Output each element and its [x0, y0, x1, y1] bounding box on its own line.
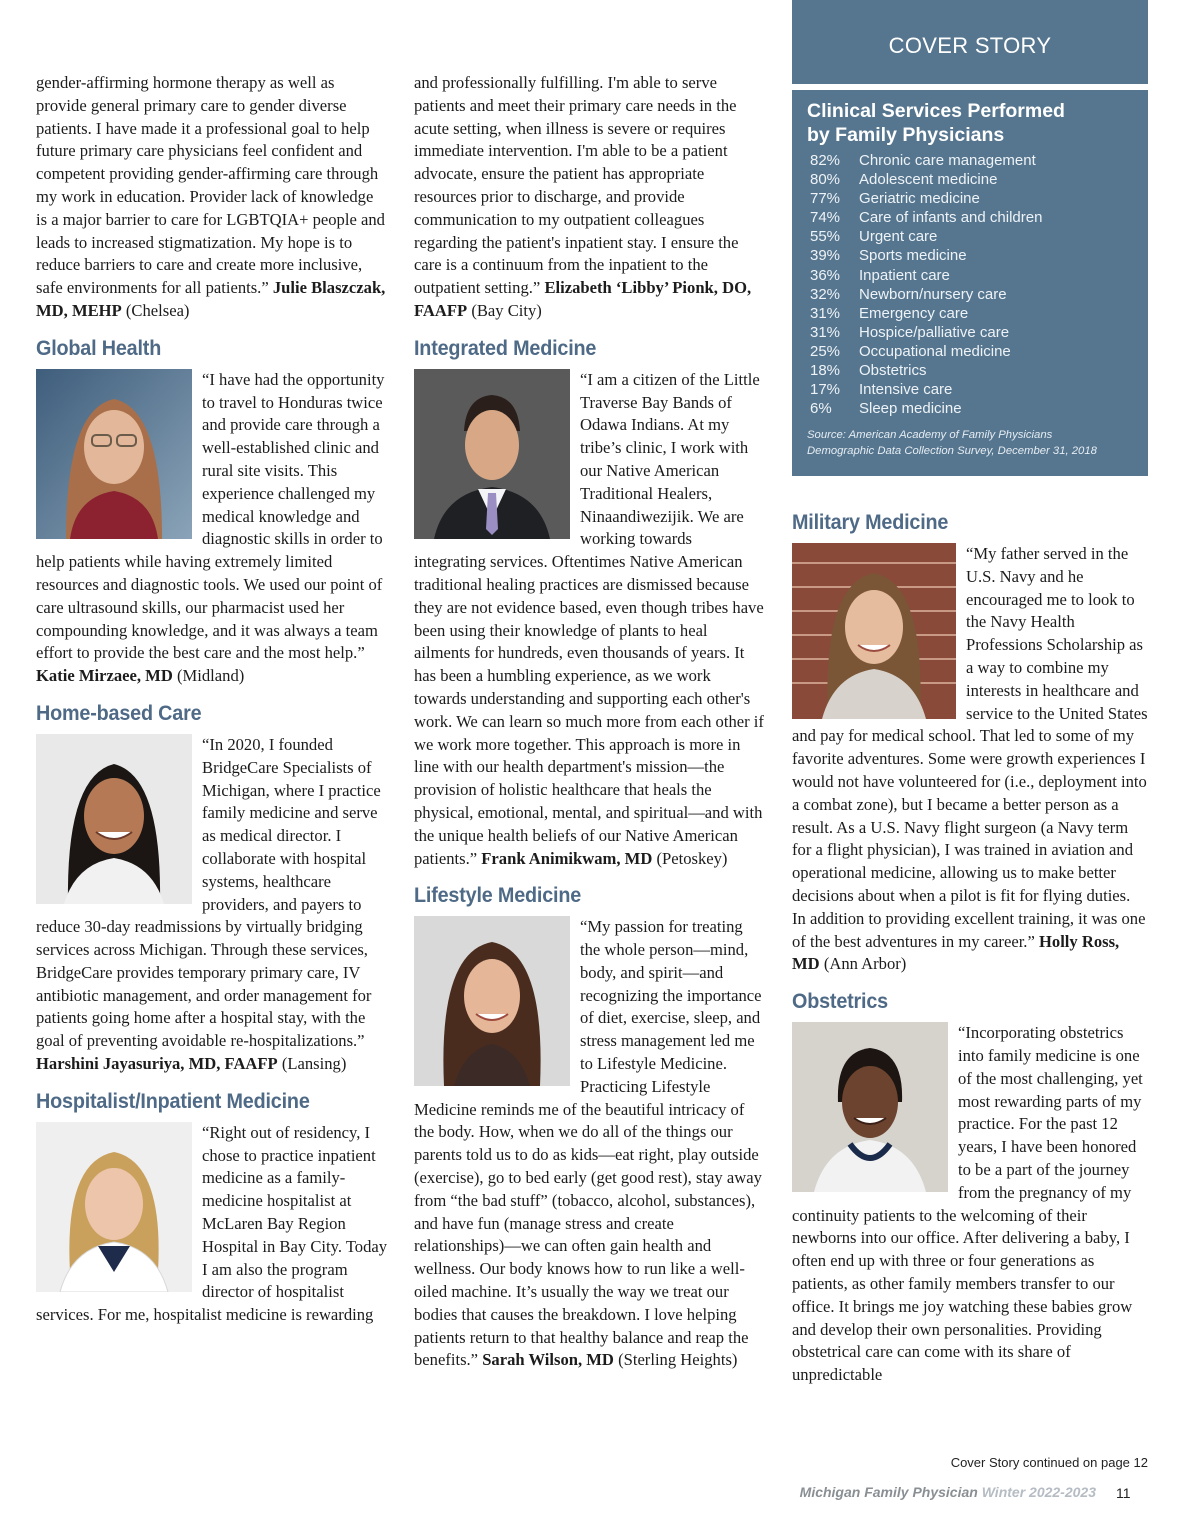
stat-row — [807, 323, 1133, 342]
section-heading-home-based-care: Home-based Care — [36, 700, 202, 725]
stat-row — [807, 208, 1133, 227]
magazine-name: Michigan Family Physician — [799, 1484, 978, 1500]
stat-row — [807, 189, 1133, 208]
lifestyle-medicine-paragraph: “My passion for treating the whole person—mind, body, and spirit—and recognizing the importance of diet, exercise, sleep, and stress management led me to Lifestyle Medicine. Practicing Lifestyle Medicine reminds me of the beautiful intricacy of the body. How, when we do all of the things our parents told us to do as kids—eat right, play outside (exercise), go to bed early (get good rest), stay away from “the bad stuff” (tobacco, alcohol, substances), and have fun (manage stress and create relationships)—we can often gain health and wellness. Our body knows how to run like a well-oiled machine. It’s usually the way we treat our bodies that causes the breakdown. I love helping patients return to that healthy balance and reap the benefits.” Sarah Wilson, MD (Sterling Heights) — [414, 917, 762, 1370]
intro-paragraph: gender-affirming hormone therapy as well as provide general primary care to gender diverse patients. I have made it a professional goal to help future primary care physicians feel confident and competent providing gender-affirming care through my work in education. Provider lack of knowledge is a major barrier to care for LGBTQIA+ people and leads to increased stigmatization. My hope is to reduce barriers to care and create more inclusive, safe environments for all patients.” Julie Blaszczak, MD, MEHP (Chelsea) — [36, 73, 386, 320]
stat-row — [807, 399, 1133, 418]
portrait-photo-frank-animikwam — [414, 369, 570, 539]
stat-percentage: 18% — [810, 362, 841, 380]
stat-percentage: 36% — [810, 266, 841, 284]
stat-row — [807, 266, 1133, 285]
clinical-services-box — [792, 90, 1148, 476]
column-2 — [414, 72, 766, 1372]
stat-label: Hospice/palliative care — [859, 323, 1010, 341]
portrait-photo-katie-mirzaee — [36, 369, 192, 539]
portrait-photo-elizabeth-pionk — [36, 1122, 192, 1292]
stat-percentage: 80% — [810, 171, 841, 189]
stat-label: Care of infants and children — [859, 209, 1043, 227]
stat-label: Sports medicine — [859, 247, 967, 265]
obstetrics-paragraph: “Incorporating obstetrics into family medicine is one of the most challenging, yet most rewarding parts of my practice. For the past 12 years, I have been honored to be a part of the journey from the pregnancy of my continuity patients to the welcoming of their newborns into our office. After delivering a baby, I often end up with three or four generations as patients, as other family members transfer to our office. It brings me joy watching these babies grow and develop their own personalities. Providing obstetrical care can come with its share of unpredictable — [792, 1023, 1143, 1385]
author-name: Sarah Wilson, MD — [482, 1350, 614, 1370]
stat-percentage: 25% — [810, 342, 841, 360]
stat-row — [807, 304, 1133, 323]
stat-label: Chronic care management — [859, 152, 1036, 169]
stat-label: Urgent care — [859, 228, 938, 246]
stat-label: Sleep medicine — [859, 400, 962, 418]
stat-label: Occupational medicine — [859, 342, 1011, 360]
issue-season: Winter 2022-2023 — [981, 1484, 1096, 1500]
stat-row — [807, 246, 1133, 265]
stat-label: Newborn/nursery care — [859, 285, 1007, 303]
continued-note: Cover Story continued on page 12 — [950, 1455, 1148, 1470]
banner-label: COVER STORY — [888, 33, 1052, 58]
stat-percentage: 77% — [810, 190, 841, 208]
home-based-care-paragraph: “In 2020, I founded BridgeCare Specialists of Michigan, where I practice family medicine and serve as medical director. I collaborate with hospital systems, healthcare providers, and payers to reduce 30-day readmissions by virtually bridging services across Michigan. Through these services, BridgeCare provides temporary primary care, IV antibiotic management, and order management for patients going home after a hospital stay, with the goal of preventing avoidable re-hospitalizations.” Harshini Jayasuriya, MD, FAAFP (Lansing) — [36, 734, 381, 1074]
author-name: Harshini Jayasuriya, MD, FAAFP — [36, 1054, 278, 1074]
section-heading-lifestyle-medicine: Lifestyle Medicine — [414, 883, 582, 908]
global-health-paragraph: “I have had the opportunity to travel to Honduras twice and provide care through a well-established clinic and rural site visits. This experience challenged my medical knowledge and diagnostic skills in order to help patients while having extremely limited resources and diagnostic tools. We used our point of care ultrasound skills, our pharmacist used her compounding knowledge, and it was always a team effort to provide the best care and the most help.” Katie Mirzaee, MD (Midland) — [36, 369, 385, 686]
stat-label: Obstetrics — [859, 362, 927, 380]
hospitalist-paragraph-continued: and professionally fulfilling. I'm able to serve patients and meet their primary care needs in the acute setting, when illness is severe or requires immediate intervention. I'm able to be a patient advocate, ensure the patient has appropriate resources prior to discharge, and provide communication to my outpatient colleagues regarding the patient's inpatient stay. I ensure the care is a continuum from the inpatient to the outpatient setting.” Elizabeth ‘Libby’ Pionk, DO, FAAFP (Bay City) — [414, 73, 752, 320]
stat-percentage: 6% — [810, 400, 832, 418]
portrait-photo-obstetrics-physician — [792, 1022, 948, 1192]
column-3 — [792, 497, 1148, 1387]
stats-source: Source: American Academy of Family Physicians Demographic Data Collection Survey, December 31, 2018 — [807, 429, 1097, 458]
stat-label: Intensive care — [859, 381, 953, 399]
stat-row — [807, 342, 1133, 361]
author-name: Katie Mirzaee, MD — [36, 666, 173, 686]
stat-row — [807, 151, 1133, 170]
author-name: Julie Blaszczak, MD, MEHP — [36, 278, 386, 320]
integrated-medicine-paragraph: “I am a citizen of the Little Traverse Bay Bands of Odawa Indians. At my tribe’s clinic, I work with our Native American Traditional Healers, Ninaandiwezijik. We are working towards integrating services. Oftentimes Native American traditional healing practices are dismissed because they are not evidence based, even though tribes have been using their knowledge of plants to heal ailments for hundreds, even thousands of years. It has been a humbling experience, as we work towards understanding and supporting each other's work. We can learn so much more from each other if we work more together. This approach is more in line with our health department's mission—the provision of holistic healthcare that heals the physical, emotional, mental, and spiritual—and with the unique health beliefs of our Native American patients.” Frank Animikwam, MD (Petoskey) — [414, 369, 764, 868]
page-number: 11 — [1116, 1485, 1131, 1501]
portrait-photo-holly-ross — [792, 543, 956, 719]
stats-title: Clinical Services Performed by Family Physicians — [807, 100, 1065, 146]
stat-percentage: 32% — [810, 285, 841, 303]
stat-percentage: 17% — [810, 381, 841, 399]
stat-percentage: 82% — [810, 152, 841, 169]
stat-percentage: 39% — [810, 247, 841, 265]
cover-story-banner — [792, 0, 1148, 84]
military-medicine-paragraph: “My father served in the U.S. Navy and he encouraged me to look to the Navy Health Professions Scholarship as a way to combine my interests in healthcare and service to the United States and pay for medical school. That led to some of my favorite adventures. Some were growth experiences I would not have volunteered for (i.e., deployment into a combat zone), but I became a better person as a result. As a U.S. Navy flight surgeon (a Navy term for a flight physician), I was trained in aviation and operational medicine, allowing us to make better decisions about when a pilot is fit for flying duties. In addition to providing excellent training, it was one of the best adventures in my career.” Holly Ross, MD (Ann Arbor) — [792, 544, 1148, 974]
column-1 — [36, 72, 388, 1327]
section-heading-military-medicine: Military Medicine — [792, 510, 949, 534]
publication-footer — [620, 1484, 1096, 1500]
stat-label: Adolescent medicine — [859, 171, 998, 189]
author-name: Holly Ross, MD — [792, 931, 1120, 974]
stat-percentage: 31% — [810, 323, 841, 341]
stat-percentage: 74% — [810, 209, 841, 227]
stat-percentage: 55% — [810, 228, 841, 246]
portrait-photo-sarah-wilson — [414, 916, 570, 1086]
section-heading-global-health: Global Health — [36, 335, 162, 360]
stats-list — [807, 151, 1133, 418]
stat-percentage: 31% — [810, 304, 841, 322]
author-name: Elizabeth ‘Libby’ Pionk, DO, FAAFP — [414, 278, 752, 320]
section-heading-integrated-medicine: Integrated Medicine — [414, 335, 597, 360]
stat-row — [807, 285, 1133, 304]
portrait-photo-harshini-jayasuriya — [36, 734, 192, 904]
author-name: Frank Animikwam, MD — [481, 848, 653, 868]
stat-row — [807, 227, 1133, 246]
stat-row — [807, 361, 1133, 380]
stat-label: Geriatric medicine — [859, 190, 980, 208]
hospitalist-paragraph: “Right out of residency, I chose to practice inpatient medicine as a family-medicine hospitalist at McLaren Bay Region Hospital in Bay City. Today I am also the program director of hospitalist services. For me, hospitalist medicine is rewarding — [36, 1122, 388, 1325]
section-heading-hospitalist: Hospitalist/Inpatient Medicine — [36, 1088, 310, 1113]
stat-label: Inpatient care — [859, 266, 950, 284]
stat-label: Emergency care — [859, 304, 969, 322]
stat-row — [807, 170, 1133, 189]
stat-row — [807, 380, 1133, 399]
section-heading-obstetrics: Obstetrics — [792, 989, 889, 1014]
